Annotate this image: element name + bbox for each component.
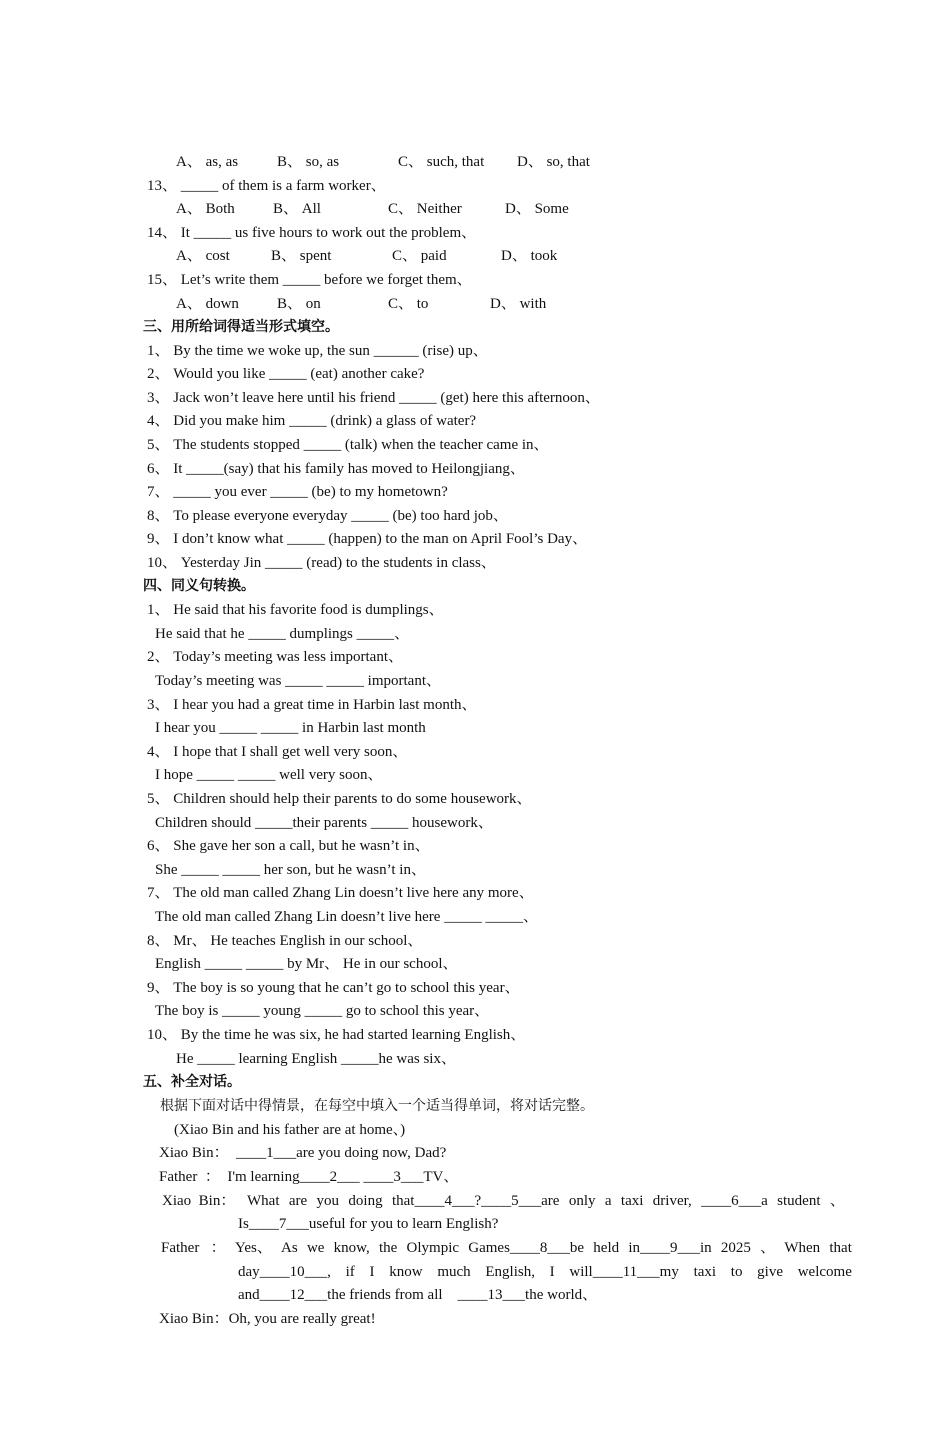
word: you (316, 1193, 340, 1209)
word: are (288, 1193, 308, 1209)
word: day____10___, (238, 1264, 331, 1280)
q12-option-a: A、 as, as (176, 154, 239, 170)
dialog-line-1: Xiao Bin： ____1___are you doing now, Dad? (159, 1145, 447, 1161)
word: in____9___in (628, 1240, 712, 1256)
section3-heading: 三、用所给词得适当形式填空。 (143, 319, 339, 335)
s3-item-8: 8、 To please everyone everyday _____ (be) too hard job、 (147, 508, 508, 524)
s3-item-5: 5、 The students stopped _____ (talk) when the teacher came in、 (147, 437, 549, 453)
s3-item-4: 4、 Did you make him _____ (drink) a glass of water? (147, 413, 477, 429)
s3-item-9: 9、 I don’t know what _____ (happen) to the man on April Fool’s Day、 (147, 531, 588, 547)
s4-q3: 3、 I hear you had a great time in Harbin last month、 (147, 697, 477, 713)
q14-option-c: C、 paid (392, 248, 447, 264)
dialog-line-4-speaker: Father ： (161, 1240, 226, 1256)
q14-option-a: A、 cost (176, 248, 230, 264)
word: much (437, 1264, 471, 1280)
word: driver, (652, 1193, 692, 1209)
word: know, (333, 1240, 370, 1256)
s4-q5: 5、 Children should help their parents to do some housework、 (147, 791, 532, 807)
s4-a5: Children should _____their parents _____ housework、 (155, 815, 493, 831)
q15-option-b: B、 on (277, 296, 321, 312)
s4-q10: 10、 By the time he was six, he had started learning English、 (147, 1027, 526, 1043)
s4-a2: Today’s meeting was _____ _____ important、 (155, 673, 441, 689)
dialog-line-3 (247, 1192, 845, 1210)
s3-item-6: 6、 It _____(say) that his family has moved to Heilongjiang、 (147, 461, 525, 477)
word: I (369, 1264, 375, 1280)
q12-option-d: D、 so, that (517, 154, 590, 170)
word: Yes、 (235, 1240, 272, 1256)
s4-q2: 2、 Today’s meeting was less important、 (147, 649, 403, 665)
q13-option-d: D、 Some (505, 201, 569, 217)
q12-option-b: B、 so, as (277, 154, 340, 170)
s4-a4: I hope _____ _____ well very soon、 (155, 767, 383, 783)
q14-option-d: D、 took (501, 248, 558, 264)
q12-option-c: C、 such, that (398, 154, 485, 170)
s4-a10: He _____ learning English _____he was six、 (176, 1051, 456, 1067)
s4-q7: 7、 The old man called Zhang Lin doesn’t live here any more、 (147, 885, 534, 901)
word: Games____8___be (468, 1240, 585, 1256)
word: taxi (693, 1264, 717, 1280)
s4-q1: 1、 He said that his favorite food is dumplings、 (147, 602, 444, 618)
s3-item-1: 1、 By the time we woke up, the sun ______ (rise) up、 (147, 343, 488, 359)
s4-a6: She _____ _____ her son, but he wasn’t in、 (155, 862, 426, 878)
q15-text: 15、 Let’s write them _____ before we forget them、 (147, 272, 472, 288)
dialog-line-4c: and____12___the friends from all ____13___the world、 (238, 1287, 598, 1303)
word: we (306, 1240, 325, 1256)
q15-option-c: C、 to (388, 296, 429, 312)
s3-item-10: 10、 Yesterday Jin _____ (read) to the students in class、 (147, 555, 496, 571)
dialog-line-5: Xiao Bin：Oh, you are really great! (159, 1311, 376, 1327)
s4-q6: 6、 She gave her son a call, but he wasn’t in、 (147, 838, 430, 854)
word: welcome (797, 1264, 852, 1280)
word: ____6___a (701, 1193, 768, 1209)
word: As (281, 1240, 298, 1256)
word: give (757, 1264, 783, 1280)
section4-heading: 四、同义句转换。 (143, 578, 255, 594)
word: I (549, 1264, 555, 1280)
q13-option-c: C、 Neither (388, 201, 462, 217)
word: English, (485, 1264, 535, 1280)
s4-q8: 8、 Mr、 He teaches English in our school、 (147, 933, 423, 949)
word: doing (348, 1193, 383, 1209)
s4-a9: The boy is _____ young _____ go to school this year、 (155, 1003, 490, 1019)
q13-option-a: A、 Both (176, 201, 235, 217)
word: Olympic (406, 1240, 460, 1256)
dialog-line-4 (235, 1239, 852, 1257)
word: know (389, 1264, 423, 1280)
word: 2025 (720, 1240, 751, 1256)
s4-a8: English _____ _____ by Mr、 He in our school、 (155, 956, 458, 972)
dialog-line-3-speaker: Xiao Bin： (162, 1193, 236, 1209)
q14-option-b: B、 spent (271, 248, 332, 264)
word: What (247, 1193, 280, 1209)
word: that____4___?____5___are (391, 1193, 560, 1209)
q14-text: 14、 It _____ us five hours to work out the problem、 (147, 225, 477, 241)
word: a (604, 1193, 612, 1209)
q15-option-d: D、 with (490, 296, 547, 312)
q15-option-a: A、 down (176, 296, 239, 312)
word: if (345, 1264, 355, 1280)
s4-q9: 9、 The boy is so young that he can’t go to school this year、 (147, 980, 520, 996)
dialog-line-4b (238, 1263, 852, 1281)
word: to (730, 1264, 743, 1280)
s4-a7: The old man called Zhang Lin doesn’t live here _____ _____、 (155, 909, 538, 925)
word: student (777, 1193, 821, 1209)
q13-option-b: B、 All (273, 201, 321, 217)
word: When (784, 1240, 821, 1256)
word: 、 (829, 1193, 845, 1209)
word: 、 (760, 1240, 776, 1256)
word: held (593, 1240, 620, 1256)
s4-a1: He said that he _____ dumplings _____、 (155, 626, 410, 642)
s3-item-7: 7、 _____ you ever _____ (be) to my hometown? (147, 484, 448, 500)
dialog-line-3b: Is____7___useful for you to learn English? (238, 1216, 499, 1232)
s4-a3: I hear you _____ _____ in Harbin last month (155, 720, 426, 736)
word: the (378, 1240, 398, 1256)
word: will____11___my (569, 1264, 679, 1280)
word: taxi (620, 1193, 644, 1209)
dialog-line-2: Father ： I'm learning____2___ ____3___TV、 (159, 1169, 459, 1185)
s5-instruction: 根据下面对话中得情景，在每空中填入一个适当得单词，将对话完整。 (160, 1098, 594, 1114)
s3-item-2: 2、 Would you like _____ (eat) another cake? (147, 366, 425, 382)
s3-item-3: 3、 Jack won’t leave here until his friend _____ (get) here this afternoon、 (147, 390, 600, 406)
s4-q4: 4、 I hope that I shall get well very soon、 (147, 744, 408, 760)
q13-text: 13、 _____ of them is a farm worker、 (147, 178, 386, 194)
s5-scene: (Xiao Bin and his father are at home、) (174, 1122, 406, 1138)
word: that (829, 1240, 852, 1256)
section5-heading: 五、补全对话。 (143, 1074, 241, 1090)
word: only (568, 1193, 596, 1209)
